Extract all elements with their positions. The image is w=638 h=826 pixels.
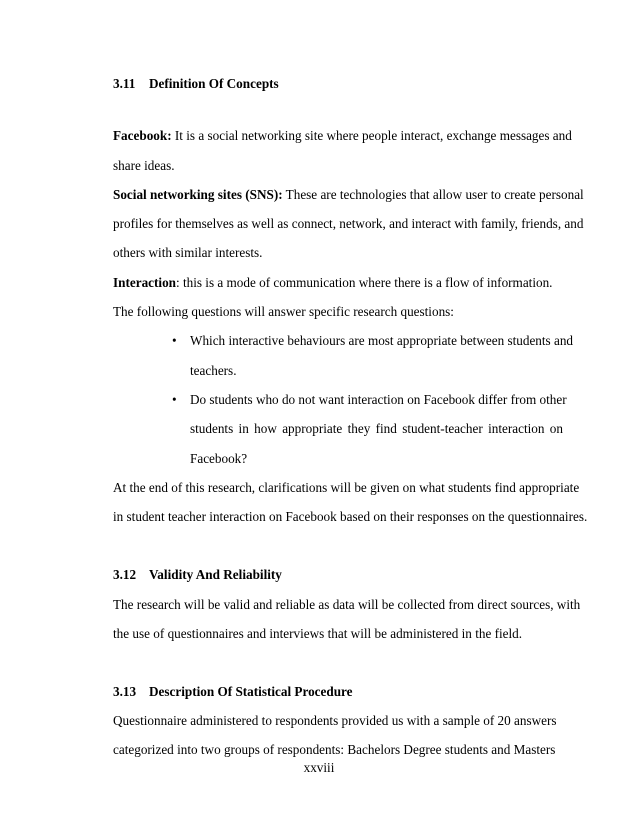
bullet-glyph: • [172, 333, 177, 348]
conclusion-line-1: At the end of this research, clarifications will be given on what students find appropriate [113, 480, 580, 495]
conclusion-line-2: in student teacher interaction on Facebook based on their responses on the questionnaires. [113, 509, 588, 524]
section-title: Description Of Statistical Procedure [149, 684, 353, 699]
bullet-glyph: • [172, 392, 177, 407]
validity-line-2: the use of questionnaires and interviews that will be administered in the field. [113, 626, 523, 641]
section-3-11-heading [113, 76, 563, 92]
interaction-definition [113, 275, 563, 291]
sns-definition-line-1 [113, 187, 584, 203]
statistical-line-1: Questionnaire administered to respondents provided us with a sample of 20 answers [113, 713, 557, 728]
sns-definition-line-3: others with similar interests. [113, 245, 263, 260]
bullet-2-line-1: Do students who do not want interaction on Facebook differ from other [190, 392, 567, 407]
bullet-1-line-2: teachers. [190, 363, 237, 378]
page-number: xxviii [303, 760, 335, 775]
facebook-definition-text: It is a social networking site where people interact, exchange messages and [171, 128, 572, 143]
bullet-2-line-2: students in how appropriate they find student-teacher interaction on [190, 421, 563, 436]
validity-line-1: The research will be valid and reliable as data will be collected from direct sources, with [113, 597, 581, 612]
bullet-2-line-3: Facebook? [190, 451, 248, 466]
statistical-line-2: categorized into two groups of respondents: Bachelors Degree students and Masters [113, 742, 556, 757]
section-number: 3.11 [113, 76, 136, 91]
section-number: 3.12 [113, 567, 137, 582]
bullet-1-line-1: Which interactive behaviours are most appropriate between students and [190, 333, 574, 348]
section-number: 3.13 [113, 684, 137, 699]
sns-term: Social networking sites (SNS): [113, 187, 283, 202]
facebook-definition-line-2: share ideas. [113, 158, 175, 173]
sns-definition-line-2: profiles for themselves as well as connect, network, and interact with family, friends, and [113, 216, 584, 231]
sns-definition-text: These are technologies that allow user to create personal [282, 187, 584, 202]
interaction-definition-text: : this is a mode of communication where there is a flow of information. [176, 275, 553, 290]
section-title: Validity And Reliability [149, 567, 282, 582]
questions-intro: The following questions will answer specific research questions: [113, 304, 454, 319]
section-title: Definition Of Concepts [149, 76, 279, 91]
facebook-definition-line-1 [113, 128, 572, 144]
section-3-13-heading [113, 684, 563, 700]
interaction-term: Interaction [113, 275, 176, 290]
facebook-term: Facebook: [113, 128, 172, 143]
section-3-12-heading [113, 567, 563, 583]
